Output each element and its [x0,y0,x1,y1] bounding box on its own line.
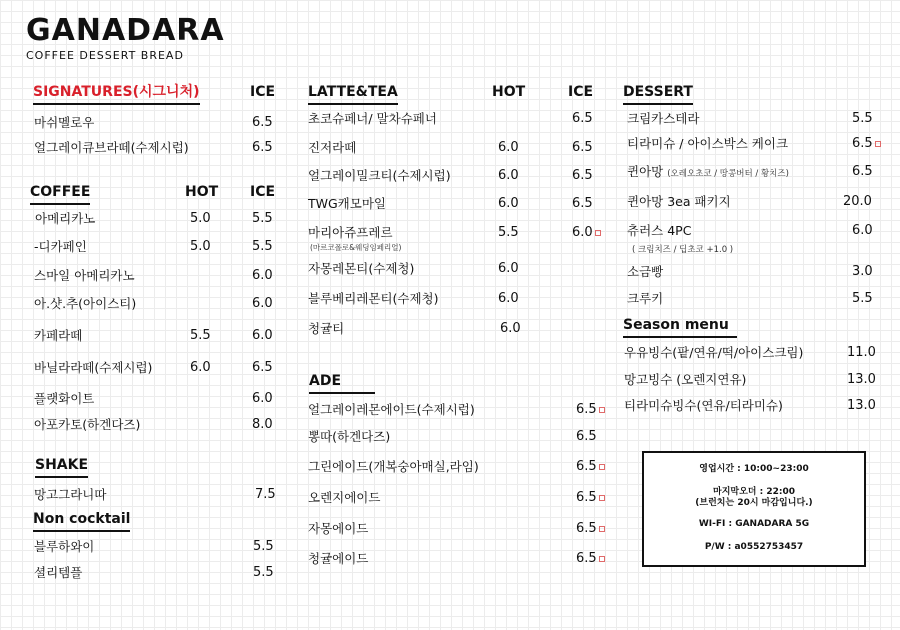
menu-item-name: 티라미슈빙수(연유/티라미슈) [624,398,783,413]
menu-item-name: 자몽에이드 [308,521,369,536]
menu-item-price: 13.0 [847,372,876,387]
menu-item-price: 6.5 [852,136,873,151]
menu-item-hot-price: 6.0 [498,291,519,306]
menu-item-name: 우유빙수(팥/연유/떡/아이스크림) [624,345,804,360]
menu-item-price: 5.5 [852,111,873,126]
menu-item-name: 망고그라니따 [34,487,107,502]
menu-item-hot-price: 6.0 [498,196,519,211]
menu-item-name: 바닐라라떼(수제시럽) [34,360,153,375]
menu-item-name: 스마일 아메리카노 [34,268,135,283]
menu-item-name: 마리아쥬프레르 [308,225,393,240]
marker-icon [875,141,881,147]
menu-item-ice-price: 5.5 [252,239,273,254]
menu-item-name: 진저라떼 [308,140,357,155]
latte-tea-hot-label: HOT [492,84,526,100]
menu-item-note: (오레오초코 / 땅콩버터 / 황치즈) [667,169,789,179]
signatures-heading: SIGNATURES(시그니처) [33,83,200,105]
marker-icon [599,526,605,532]
menu-item-name: 퀸아망 [627,164,664,179]
menu-item-name: 셜리템플 [34,565,83,580]
menu-item-ice-price: 6.5 [572,168,593,183]
menu-item-name: 카페라떼 [34,328,83,343]
menu-item-ice-price: 6.5 [572,111,593,126]
menu-item-hot-price: 5.0 [190,211,211,226]
non-cocktail-heading: Non cocktail [33,510,130,532]
menu-item-name: 얼그레이큐브라떼(수제시럽) [34,140,189,155]
season-menu-heading: Season menu [623,316,737,338]
coffee-ice-label: ICE [250,184,276,200]
wifi-name: WI-FI : GANADARA 5G [698,519,810,529]
marker-icon [599,495,605,501]
menu-item-price: 3.0 [852,264,873,279]
menu-item-price: 6.5 [576,459,597,474]
menu-item-price-wrap [576,551,605,567]
menu-item-price: 11.0 [847,345,876,360]
brand-subtitle: COFFEE DESSERT BREAD [26,49,184,62]
marker-icon [595,230,601,236]
menu-item-name: 청귤에이드 [308,551,369,566]
menu-item-price: 6.5 [576,429,597,444]
menu-item-ice-price: 6.5 [572,196,593,211]
menu-item-price: 6.5 [576,402,597,417]
menu-item-ice-price: 6.0 [252,268,273,283]
dessert-heading: DESSERT [623,83,693,105]
menu-item-hot-price: 5.0 [190,239,211,254]
menu-item-price: 6.5 [252,115,273,130]
menu-item-price: 6.5 [576,551,597,566]
menu-item-price-wrap [852,136,881,152]
brand-title: GANADARA [26,13,225,48]
menu-item-hot-price: 6.0 [500,321,521,336]
menu-item-name: 아.샷.추(아이스티) [34,296,137,311]
menu-item-name-wrap [627,164,789,182]
menu-item-name: 망고빙수 (오렌지연유) [624,372,747,387]
menu-item-note: ( 크림치즈 / 딥초코 +1.0 ) [632,245,734,255]
menu-item-price: 7.5 [255,487,276,502]
menu-item-name: 츄러스 4PC [627,223,692,238]
menu-item-price-wrap [576,490,605,506]
menu-item-price: 6.5 [252,140,273,155]
menu-item-ice-price: 6.5 [572,140,593,155]
menu-item-name: 소금빵 [627,264,664,279]
menu-item-price: 6.5 [852,164,873,179]
menu-item-name: TWG캐모마일 [308,196,386,211]
menu-item-note: (마르코폴로&웨딩임페리얼) [310,243,402,252]
menu-item-name: 티라미슈 / 아이스박스 케이크 [627,136,789,151]
menu-item-name: 블루베리레몬티(수제청) [308,291,439,306]
opening-hours: 영업시간 : 10:00~23:00 [699,464,809,474]
wifi-password: P/W : a0552753457 [704,542,804,552]
last-order-note: (브런치는 20시 마감입니다.) [695,498,813,508]
menu-item-price-wrap [576,459,605,475]
menu-item-price: 13.0 [847,398,876,413]
menu-item-name: 아메리카노 [35,211,96,226]
menu-item-hot-price: 6.0 [498,168,519,183]
menu-item-ice-price: 6.0 [252,391,273,406]
menu-item-name: -디카페인 [34,239,87,254]
menu-item-name: 초코슈페너/ 말차슈페너 [308,111,437,126]
menu-item-ice-price-wrap [572,225,601,241]
menu-item-name: 크림카스테라 [627,111,700,126]
menu-item-ice-price: 6.0 [252,328,273,343]
menu-item-hot-price: 6.0 [498,140,519,155]
menu-item-name: 퀸아망 3ea 패키지 [627,194,731,209]
menu-item-price: 5.5 [852,291,873,306]
signatures-ice-label: ICE [250,84,276,100]
marker-icon [599,407,605,413]
menu-item-price-wrap [576,402,605,418]
menu-item-hot-price: 5.5 [498,225,519,240]
marker-icon [599,556,605,562]
menu-item-price: 6.0 [852,223,873,238]
menu-item-ice-price: 6.0 [572,225,593,240]
menu-item-hot-price: 6.0 [190,360,211,375]
menu-item-name: 얼그레이밀크티(수제시럽) [308,168,451,183]
shake-heading: SHAKE [35,456,88,478]
menu-item-price: 5.5 [253,565,274,580]
menu-item-ice-price: 8.0 [252,417,273,432]
latte-tea-heading: LATTE&TEA [308,83,398,105]
menu-item-name: 뽕따(하겐다즈) [308,429,391,444]
menu-item-name: 마쉬멜로우 [34,115,95,130]
menu-item-price: 6.5 [576,521,597,536]
menu-item-name: 청귤티 [308,321,345,336]
menu-item-hot-price: 6.0 [498,261,519,276]
menu-item-price: 6.5 [576,490,597,505]
menu-item-price: 20.0 [843,194,872,209]
ade-heading: ADE [309,372,375,394]
menu-item-name: 자몽레몬티(수제청) [308,261,415,276]
menu-item-price: 5.5 [253,539,274,554]
menu-item-name: 블루하와이 [34,539,95,554]
menu-item-name: 오렌지에이드 [308,490,381,505]
store-info-box [642,451,866,567]
menu-item-ice-price: 6.0 [252,296,273,311]
menu-item-price-wrap [576,521,605,537]
menu-item-name: 얼그레이레몬에이드(수제시럽) [308,402,475,417]
menu-item-name: 아포카토(하겐다즈) [34,417,141,432]
marker-icon [599,464,605,470]
menu-item-name: 크루키 [627,291,664,306]
menu-item-ice-price: 5.5 [252,211,273,226]
brand-block [26,14,225,62]
menu-item-ice-price: 6.5 [252,360,273,375]
menu-item-name: 플랫화이트 [34,391,95,406]
menu-item-name: 그린에이드(개복숭아매실,라임) [308,459,479,474]
menu-item-hot-price: 5.5 [190,328,211,343]
latte-tea-ice-label: ICE [568,84,594,100]
coffee-hot-label: HOT [185,184,219,200]
coffee-heading: COFFEE [30,183,90,205]
last-order: 마지막오더 : 22:00 [713,487,795,497]
